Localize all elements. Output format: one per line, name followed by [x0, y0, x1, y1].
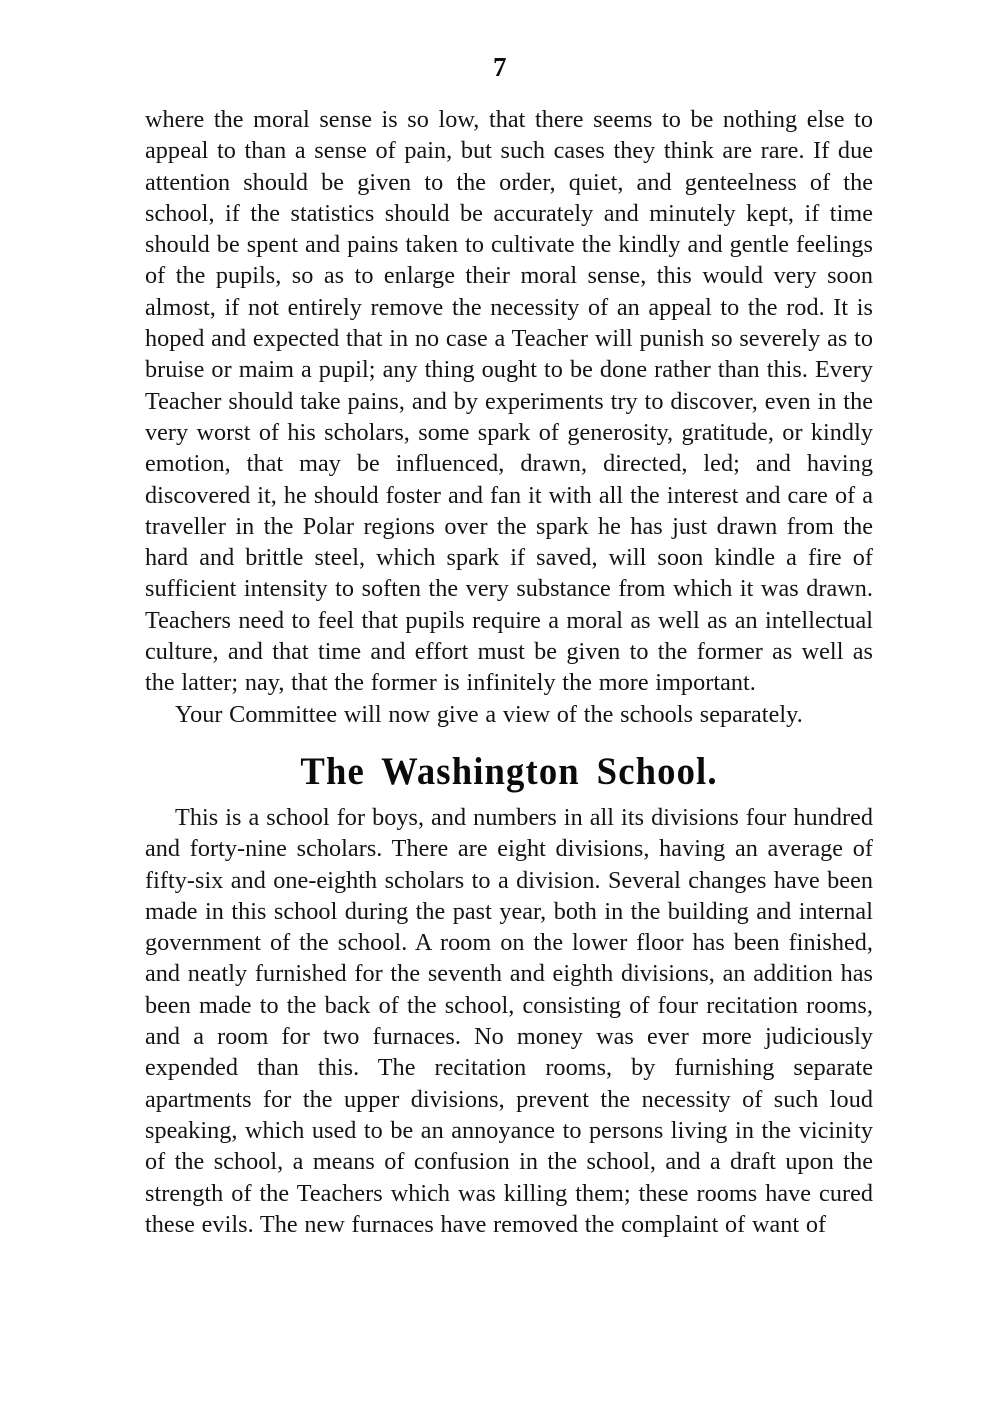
- paragraph-washington-school-description: This is a school for boys, and numbers in all its divisions four hundred and forty-nine scholars. There are eight divisions, having an average of fifty-six and one-eighth scholars to a division. Several changes have been made in this school during the past year, both in the building and internal government of the school. A room on the lower floor has been finished, and neatly furnished for the seventh and eighth divisions, an addition has been made to the back of the school, consisting of four recitation rooms, and a room for two furnaces. No money was ever more judiciously expended than this. The recitation rooms, by furnishing separate apartments for the upper divisions, prevent the necessity of such loud speaking, which used to be an annoyance to persons living in the vicinity of the school, a means of confusion in the school, and a draft upon the strength of the Teachers which was killing them; these rooms have cured these evils. The new furnaces have removed the complaint of want of: [145, 803, 873, 1238]
- section-heading-washington-school: The Washington School.: [300, 749, 718, 793]
- paragraph-committee-view: Your Committee will now give a view of the schools separately.: [175, 700, 803, 728]
- paragraph-continuation: where the moral sense is so low, that there seems to be nothing else to appeal to than a sense of pain, but such cases they think are rare. If due attention should be given to the order, quiet, and genteelness of the school, if the statistics should be accurately and minutely kept, if time should be spent and pains taken to cultivate the kindly and gentle feelings of the pupils, so as to enlarge their moral sense, this would very soon almost, if not entirely remove the necessity of an appeal to the rod. It is hoped and expected that in no case a Teacher will punish so severely as to bruise or maim a pupil; any thing ought to be done rather than this. Every Teacher should take pains, and by experiments try to discover, even in the very worst of his scholars, some spark of generosity, gratitude, or kindly emotion, that may be influenced, drawn, directed, led; and having discovered it, he should foster and fan it with all the interest and care of a traveller in the Polar regions over the spark he has just drawn from the hard and brittle steel, which spark if saved, will soon kindle a fire of sufficient intensity to soften the very substance from which it was drawn. Teachers need to feel that pupils require a moral as well as an intellectual culture, and that time and effort must be given to the former as well as the latter; nay, that the former is infinitely the more important.: [145, 106, 873, 697]
- text-column: [145, 104, 873, 1240]
- page-number: 7: [493, 52, 507, 82]
